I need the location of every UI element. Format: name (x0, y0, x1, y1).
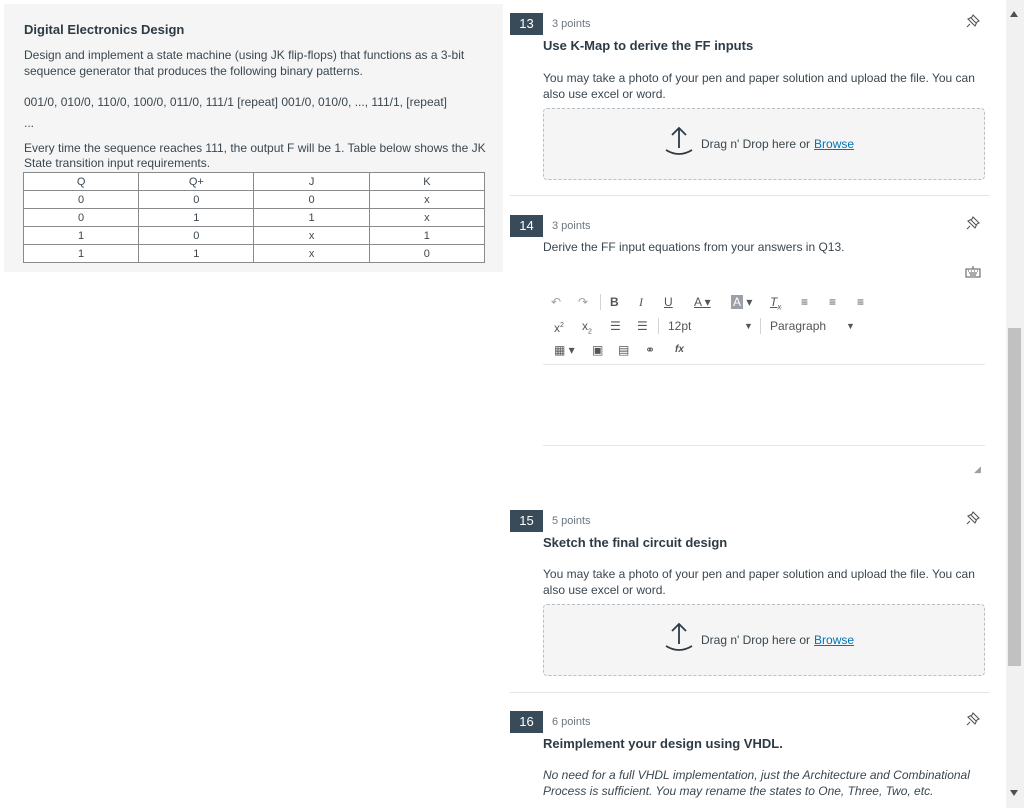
table-cell: 0 (24, 209, 139, 227)
question-title: Sketch the final circuit design (543, 535, 728, 550)
reference-paragraph-output: Every time the sequence reaches 111, the output F will be 1. Table below shows the JK State transition input requirements. (24, 141, 486, 170)
reference-panel (4, 4, 503, 272)
sequence-pattern: 001/0, 010/0, 110/0, 100/0, 011/0, 111/1 [repeat] 001/0, 010/0, ..., 111/1, [repeat] (24, 95, 447, 109)
table-cell: x (369, 209, 484, 227)
scroll-up-icon[interactable] (1010, 11, 1018, 17)
table-cell: x (254, 227, 369, 245)
table-cell: 1 (139, 209, 254, 227)
math-equation-icon[interactable]: fx (675, 344, 684, 355)
paragraph-select[interactable]: Paragraph (770, 319, 827, 333)
table-row (24, 245, 485, 263)
resize-handle-icon[interactable]: ◢ (974, 464, 981, 474)
align-center-icon[interactable]: ≡ (829, 295, 837, 309)
table-cell: 1 (139, 245, 254, 263)
chevron-down-icon[interactable]: ▼ (744, 321, 753, 331)
link-icon[interactable]: ⚭ (645, 343, 656, 357)
question-points: 5 points (552, 515, 591, 527)
bold-icon[interactable]: B (610, 295, 619, 309)
table-cell: 1 (24, 245, 139, 263)
jk-transition-table (23, 172, 485, 263)
question-number: 14 (510, 215, 543, 237)
question-number: 13 (510, 13, 543, 35)
scrollbar-thumb[interactable] (1008, 328, 1021, 666)
table-row (24, 209, 485, 227)
table-row (24, 191, 485, 209)
question-15 (510, 510, 990, 680)
table-cell: x (254, 245, 369, 263)
table-cell: 1 (24, 227, 139, 245)
table-cell: 0 (139, 191, 254, 209)
keyboard-icon[interactable] (965, 266, 981, 281)
table-cell: 0 (24, 191, 139, 209)
toolbar-separator (760, 318, 761, 334)
question-16 (510, 711, 990, 808)
superscript-icon[interactable]: $x^2$ (554, 321, 564, 335)
pin-icon[interactable] (966, 511, 980, 529)
table-header-cell: Q+ (139, 173, 254, 191)
question-body: No need for a full VHDL implementation, just the Architecture and Combinational Process is sufficient. You may rename the states to One, Three, Two, etc. (543, 768, 970, 798)
browse-link[interactable]: Browse (814, 633, 855, 647)
upload-icon (664, 124, 694, 158)
table-icon[interactable]: ▦ ▾ (554, 343, 575, 357)
align-left-icon[interactable]: ≡ (801, 295, 809, 309)
clear-formatting-icon[interactable]: $T_x$ (770, 295, 782, 312)
table-header-cell: K (369, 173, 484, 191)
divider (510, 692, 990, 693)
align-right-icon[interactable]: ≡ (857, 295, 865, 309)
background-color-icon[interactable]: A ▾ (733, 295, 753, 309)
table-cell: 0 (254, 191, 369, 209)
pin-icon[interactable] (966, 712, 980, 730)
question-number: 16 (510, 711, 543, 733)
question-body: You may take a photo of your pen and paper solution and upload the file. You can also use excel or word. (543, 71, 975, 101)
question-points: 3 points (552, 18, 591, 30)
file-dropzone[interactable] (543, 108, 985, 180)
chevron-down-icon[interactable]: ▼ (846, 321, 855, 331)
dropzone-label: Drag n' Drop here or (701, 633, 811, 647)
table-cell: 1 (254, 209, 369, 227)
browse-link[interactable]: Browse (814, 137, 855, 151)
table-header-row (24, 173, 485, 191)
table-cell: x (369, 191, 484, 209)
ellipsis-text: ... (24, 116, 35, 130)
toolbar-separator (658, 318, 659, 334)
media-icon[interactable]: ▤ (618, 343, 630, 357)
dropzone-label: Drag n' Drop here or (701, 137, 811, 151)
font-size-select[interactable]: 12pt (668, 319, 692, 333)
question-13 (510, 13, 990, 183)
table-header-cell: Q (24, 173, 139, 191)
italic-icon[interactable]: I (639, 295, 643, 309)
file-dropzone[interactable] (543, 604, 985, 676)
question-title: Derive the FF input equations from your answers in Q13. (543, 240, 845, 254)
divider (510, 195, 990, 196)
question-title: Reimplement your design using VHDL. (543, 736, 783, 751)
upload-icon (664, 620, 694, 654)
table-cell: 0 (369, 245, 484, 263)
question-points: 6 points (552, 716, 591, 728)
redo-icon[interactable]: ↷ (578, 295, 589, 309)
pin-icon[interactable] (966, 14, 980, 32)
table-row (24, 227, 485, 245)
undo-icon[interactable]: ↶ (551, 295, 562, 309)
question-body: You may take a photo of your pen and paper solution and upload the file. You can also use excel or word. (543, 567, 975, 597)
bullet-list-icon[interactable]: ☰ (610, 319, 621, 333)
table-cell: 1 (369, 227, 484, 245)
toolbar-separator (600, 294, 601, 310)
text-color-icon[interactable]: A ▾ (694, 295, 711, 309)
rich-text-editor[interactable] (543, 364, 985, 446)
pin-icon[interactable] (966, 216, 980, 234)
underline-icon[interactable]: U (664, 295, 673, 309)
subscript-icon[interactable]: $x_2$ (582, 319, 592, 336)
reference-paragraph: Design and implement a state machine (using JK flip-flops) that functions as a 3-bit sequence generator that produces the following binary patterns. (24, 48, 465, 78)
question-14 (510, 215, 990, 265)
image-icon[interactable]: ▣ (592, 343, 604, 357)
table-header-cell: J (254, 173, 369, 191)
numbered-list-icon[interactable]: ☰ (637, 319, 648, 333)
scroll-down-icon[interactable] (1010, 790, 1018, 796)
question-number: 15 (510, 510, 543, 532)
question-title: Use K-Map to derive the FF inputs (543, 38, 754, 53)
question-points: 3 points (552, 220, 591, 232)
table-cell: 0 (139, 227, 254, 245)
reference-title: Digital Electronics Design (24, 22, 185, 37)
